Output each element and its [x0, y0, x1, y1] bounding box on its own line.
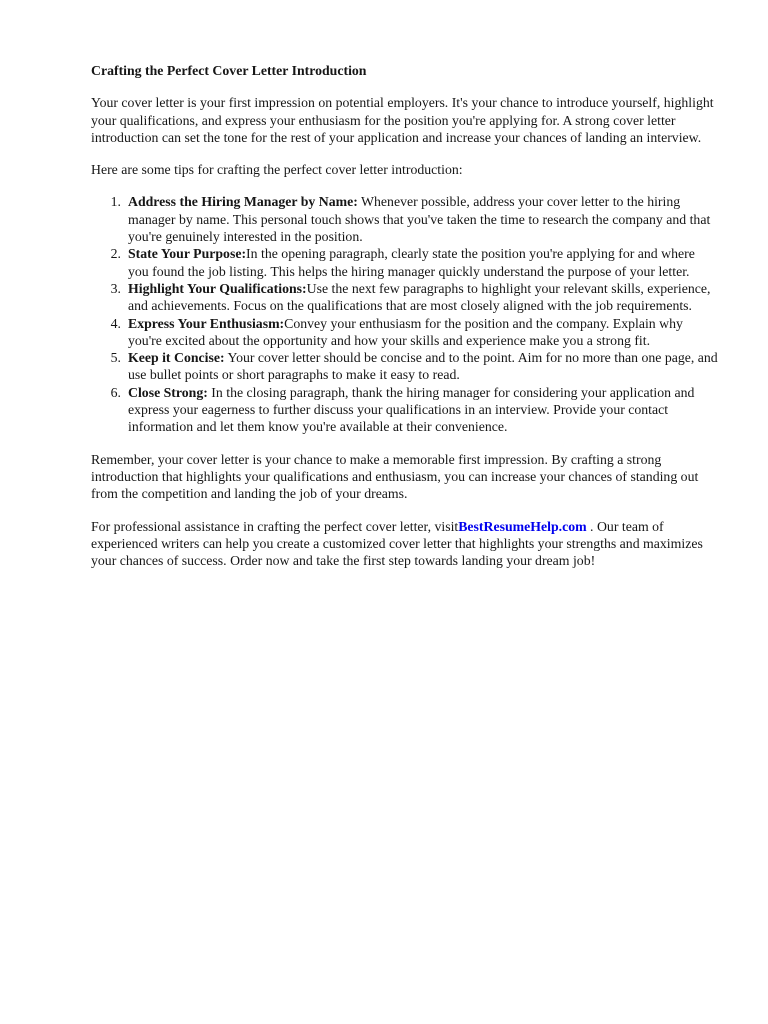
tip-item-5 [91, 349, 718, 384]
tip-number: 2. [110, 246, 121, 262]
tips-list [91, 193, 718, 435]
tip-label: Address the Hiring Manager by Name: [128, 194, 358, 210]
tip-item-3 [91, 280, 718, 315]
tip-number: 4. [110, 315, 121, 331]
tip-number: 1. [110, 194, 121, 210]
tip-description: Use the next few paragraphs to highlight your relevant skills, experience, and achievements. Focus on the qualifications that are most closely aligned with the job requirements. [128, 280, 711, 314]
closing-paragraph: Remember, your cover letter is your chance to make a memorable first impression. By crafting a strong introduction that highlights your qualifications and enthusiasm, you can increase your chances of standing out from the competition and landing the job of your dreams. [91, 451, 699, 502]
document-title: Crafting the Perfect Cover Letter Introduction [91, 63, 367, 78]
intro-paragraph: Your cover letter is your first impression on potential employers. It's your chance to introduce yourself, highlight your qualifications, and express your enthusiasm for the position you're applying for. A strong cover letter introduction can set the tone for the rest of your application and increase your chances of landing an interview. [91, 95, 714, 145]
tip-item-6 [91, 384, 718, 436]
tip-text [128, 193, 718, 245]
tip-text [128, 349, 718, 384]
cta-paragraph [91, 518, 718, 570]
tip-description: In the opening paragraph, clearly state the position you're applying for and where you found the job listing. This helps the hiring manager quickly understand the purpose of your letter. [128, 246, 695, 279]
tip-text [128, 280, 718, 315]
tip-number: 3. [110, 280, 121, 296]
cta-text-after-link: . Our team of experienced writers can help you create a customized cover letter that highlights your strengths and maximizes your chances of success. Order now and take the first step towards landing your dream job! [91, 518, 703, 569]
tip-text [128, 245, 718, 280]
bestresumehelp-link[interactable]: BestResumeHelp.com [458, 518, 587, 534]
cta-text-before-link: For professional assistance in crafting the perfect cover letter, visit [91, 518, 459, 534]
tip-description: Your cover letter should be concise and to the point. Aim for no more than one page, and use bullet points or short paragraphs to make it easy to read. [128, 350, 718, 383]
tip-number: 6. [110, 384, 121, 400]
tip-item-4 [91, 315, 718, 350]
tip-label: Keep it Concise: [128, 350, 225, 366]
tip-label: Express Your Enthusiasm: [128, 315, 285, 331]
document-content [91, 62, 718, 569]
tip-item-1 [91, 193, 718, 245]
tip-label: Close Strong: [128, 384, 208, 400]
tip-label: Highlight Your Qualifications: [128, 280, 307, 296]
tip-item-2 [91, 245, 718, 280]
tip-number: 5. [110, 350, 121, 366]
tip-label: State Your Purpose: [128, 246, 247, 262]
tip-description: Convey your enthusiasm for the position and the company. Explain why you're excited about the opportunity and how your skills and experience make you a strong fit. [128, 315, 683, 348]
tip-text [128, 384, 718, 436]
tip-description: Whenever possible, address your cover letter to the hiring manager by name. This personal touch shows that you've taken the time to research the company and that you're genuinely interested in the position. [128, 194, 711, 245]
tip-description: In the closing paragraph, thank the hiring manager for considering your application and express your eagerness to further discuss your qualifications in an interview. Provide your contact information and let them know you're available at their convenience. [128, 384, 695, 435]
tips-lead-paragraph: Here are some tips for crafting the perfect cover letter introduction: [91, 162, 463, 178]
tip-text [128, 315, 718, 350]
